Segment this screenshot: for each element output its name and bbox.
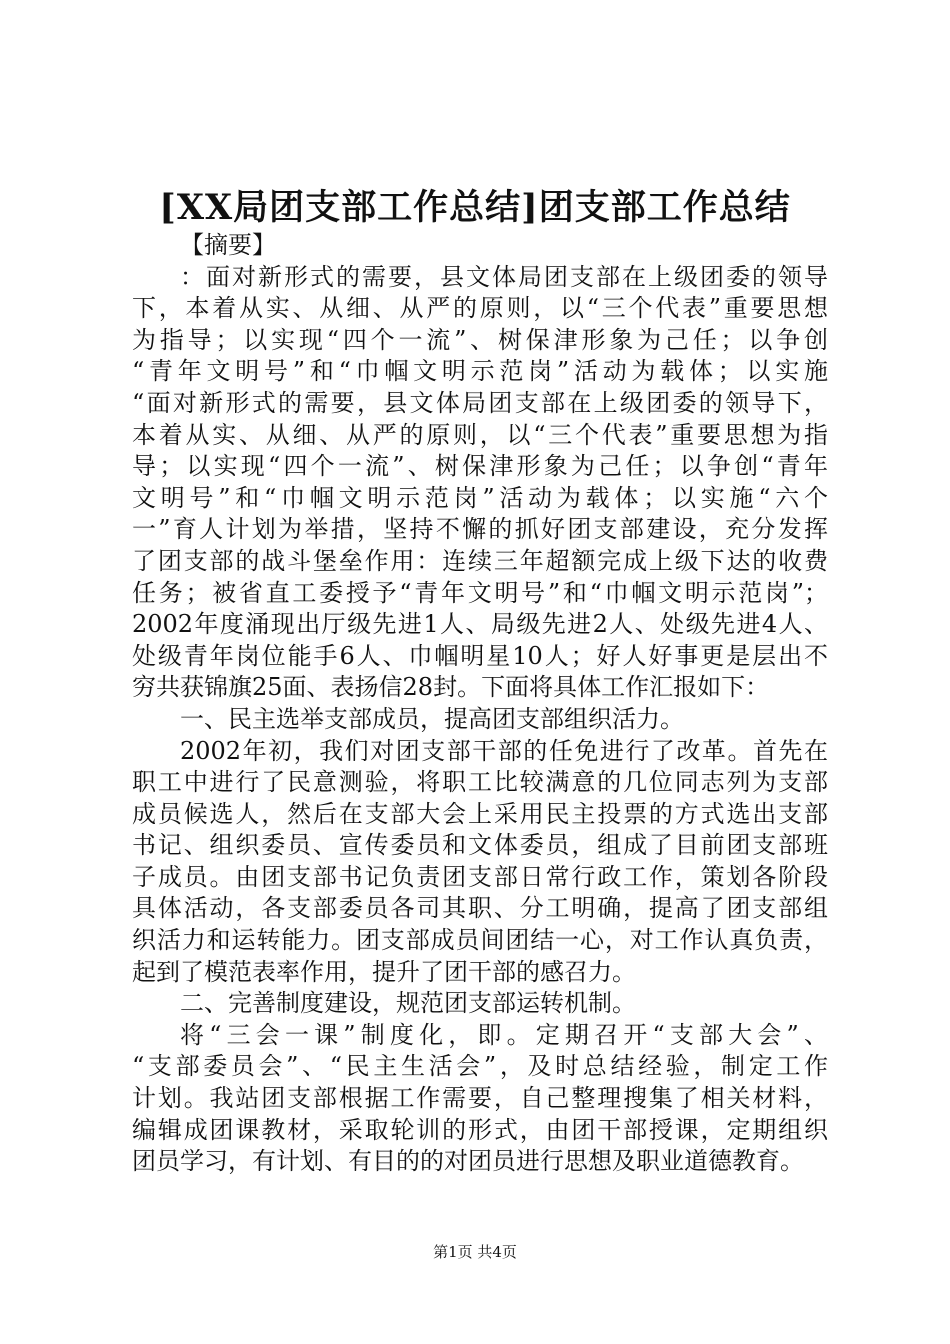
paragraph-line: 2002年度涌现出厅级先进1人、局级先进2人、处级先进4人、 — [132, 610, 828, 639]
paragraph-line: 一”育人计划为举措，坚持不懈的抓好团支部建设，充分发挥 — [132, 515, 828, 544]
paragraph-line: 具体活动，各支部委员各司其职、分工明确，提高了团支部组 — [132, 894, 828, 923]
paragraph-line: 本着从实、从细、从严的原则，以“三个代表”重要思想为指 — [132, 420, 828, 449]
document-title: [XX局团支部工作总结]团支部工作总结 — [159, 187, 791, 228]
paragraph-line: 2002年初，我们对团支部干部的任免进行了改革。首先在 — [180, 736, 828, 765]
paragraph-line: 职工中进行了民意测验，将职工比较满意的几位同志列为支部 — [132, 768, 828, 797]
paragraph-line: 任务；被省直工委授予“青年文明号”和“巾帼文明示范岗”； — [132, 578, 828, 607]
paragraph-line: 将“三会一课”制度化，即。定期召开“支部大会”、 — [180, 1020, 828, 1049]
paragraph-line: ：面对新形式的需要，县文体局团支部在上级团委的领导 — [180, 262, 828, 291]
section-heading: 二、完善制度建设，规范团支部运转机制。 — [180, 989, 636, 1018]
paragraph-line: 书记、组织委员、宣传委员和文体委员，组成了目前团支部班 — [132, 831, 828, 860]
paragraph-line: 文明号”和“巾帼文明示范岗”活动为载体；以实施“六个 — [132, 483, 828, 512]
paragraph-line: 团员学习，有计划、有目的的对团员进行思想及职业道德教育。 — [132, 1147, 804, 1176]
paragraph-line: 成员候选人，然后在支部大会上采用民主投票的方式选出支部 — [132, 799, 828, 828]
paragraph-line: 为指导；以实现“四个一流”、树保津形象为己任；以争创 — [132, 325, 828, 354]
paragraph-line: “青年文明号”和“巾帼文明示范岗”活动为载体；以实施 — [132, 357, 828, 386]
abstract-heading: 【摘要】 — [180, 231, 276, 259]
paragraph-line: “支部委员会”、“民主生活会”，及时总结经验，制定工作 — [132, 1052, 828, 1081]
paragraph-line: 穷共获锦旗25面、表扬信28封。下面将具体工作汇报如下： — [132, 673, 770, 702]
paragraph-line: 子成员。由团支部书记负责团支部日常行政工作，策划各阶段 — [132, 862, 828, 891]
paragraph-line: 起到了模范表率作用，提升了团干部的感召力。 — [132, 957, 636, 986]
document-body — [132, 230, 828, 1178]
paragraph-line: 下，本着从实、从细、从严的原则，以“三个代表”重要思想 — [132, 294, 828, 323]
paragraph-line: 计划。我站团支部根据工作需要，自己整理搜集了相关材料， — [132, 1084, 828, 1113]
paragraph-line: 了团支部的战斗堡垒作用：连续三年超额完成上级下达的收费 — [132, 546, 828, 575]
section-heading: 一、民主选举支部成员，提高团支部组织活力。 — [180, 704, 684, 733]
page-number-footer: 第1页 共4页 — [433, 1243, 517, 1261]
paragraph-line: 导；以实现“四个一流”、树保津形象为己任；以争创“青年 — [132, 452, 828, 481]
paragraph-line: 编辑成团课教材，采取轮训的形式，由团干部授课，定期组织 — [132, 1115, 828, 1144]
paragraph-line: “面对新形式的需要，县文体局团支部在上级团委的领导下， — [132, 388, 828, 417]
paragraph-line: 织活力和运转能力。团支部成员间团结一心，对工作认真负责， — [132, 926, 828, 955]
paragraph-line: 处级青年岗位能手6人、巾帼明星10人；好人好事更是层出不 — [132, 641, 828, 670]
